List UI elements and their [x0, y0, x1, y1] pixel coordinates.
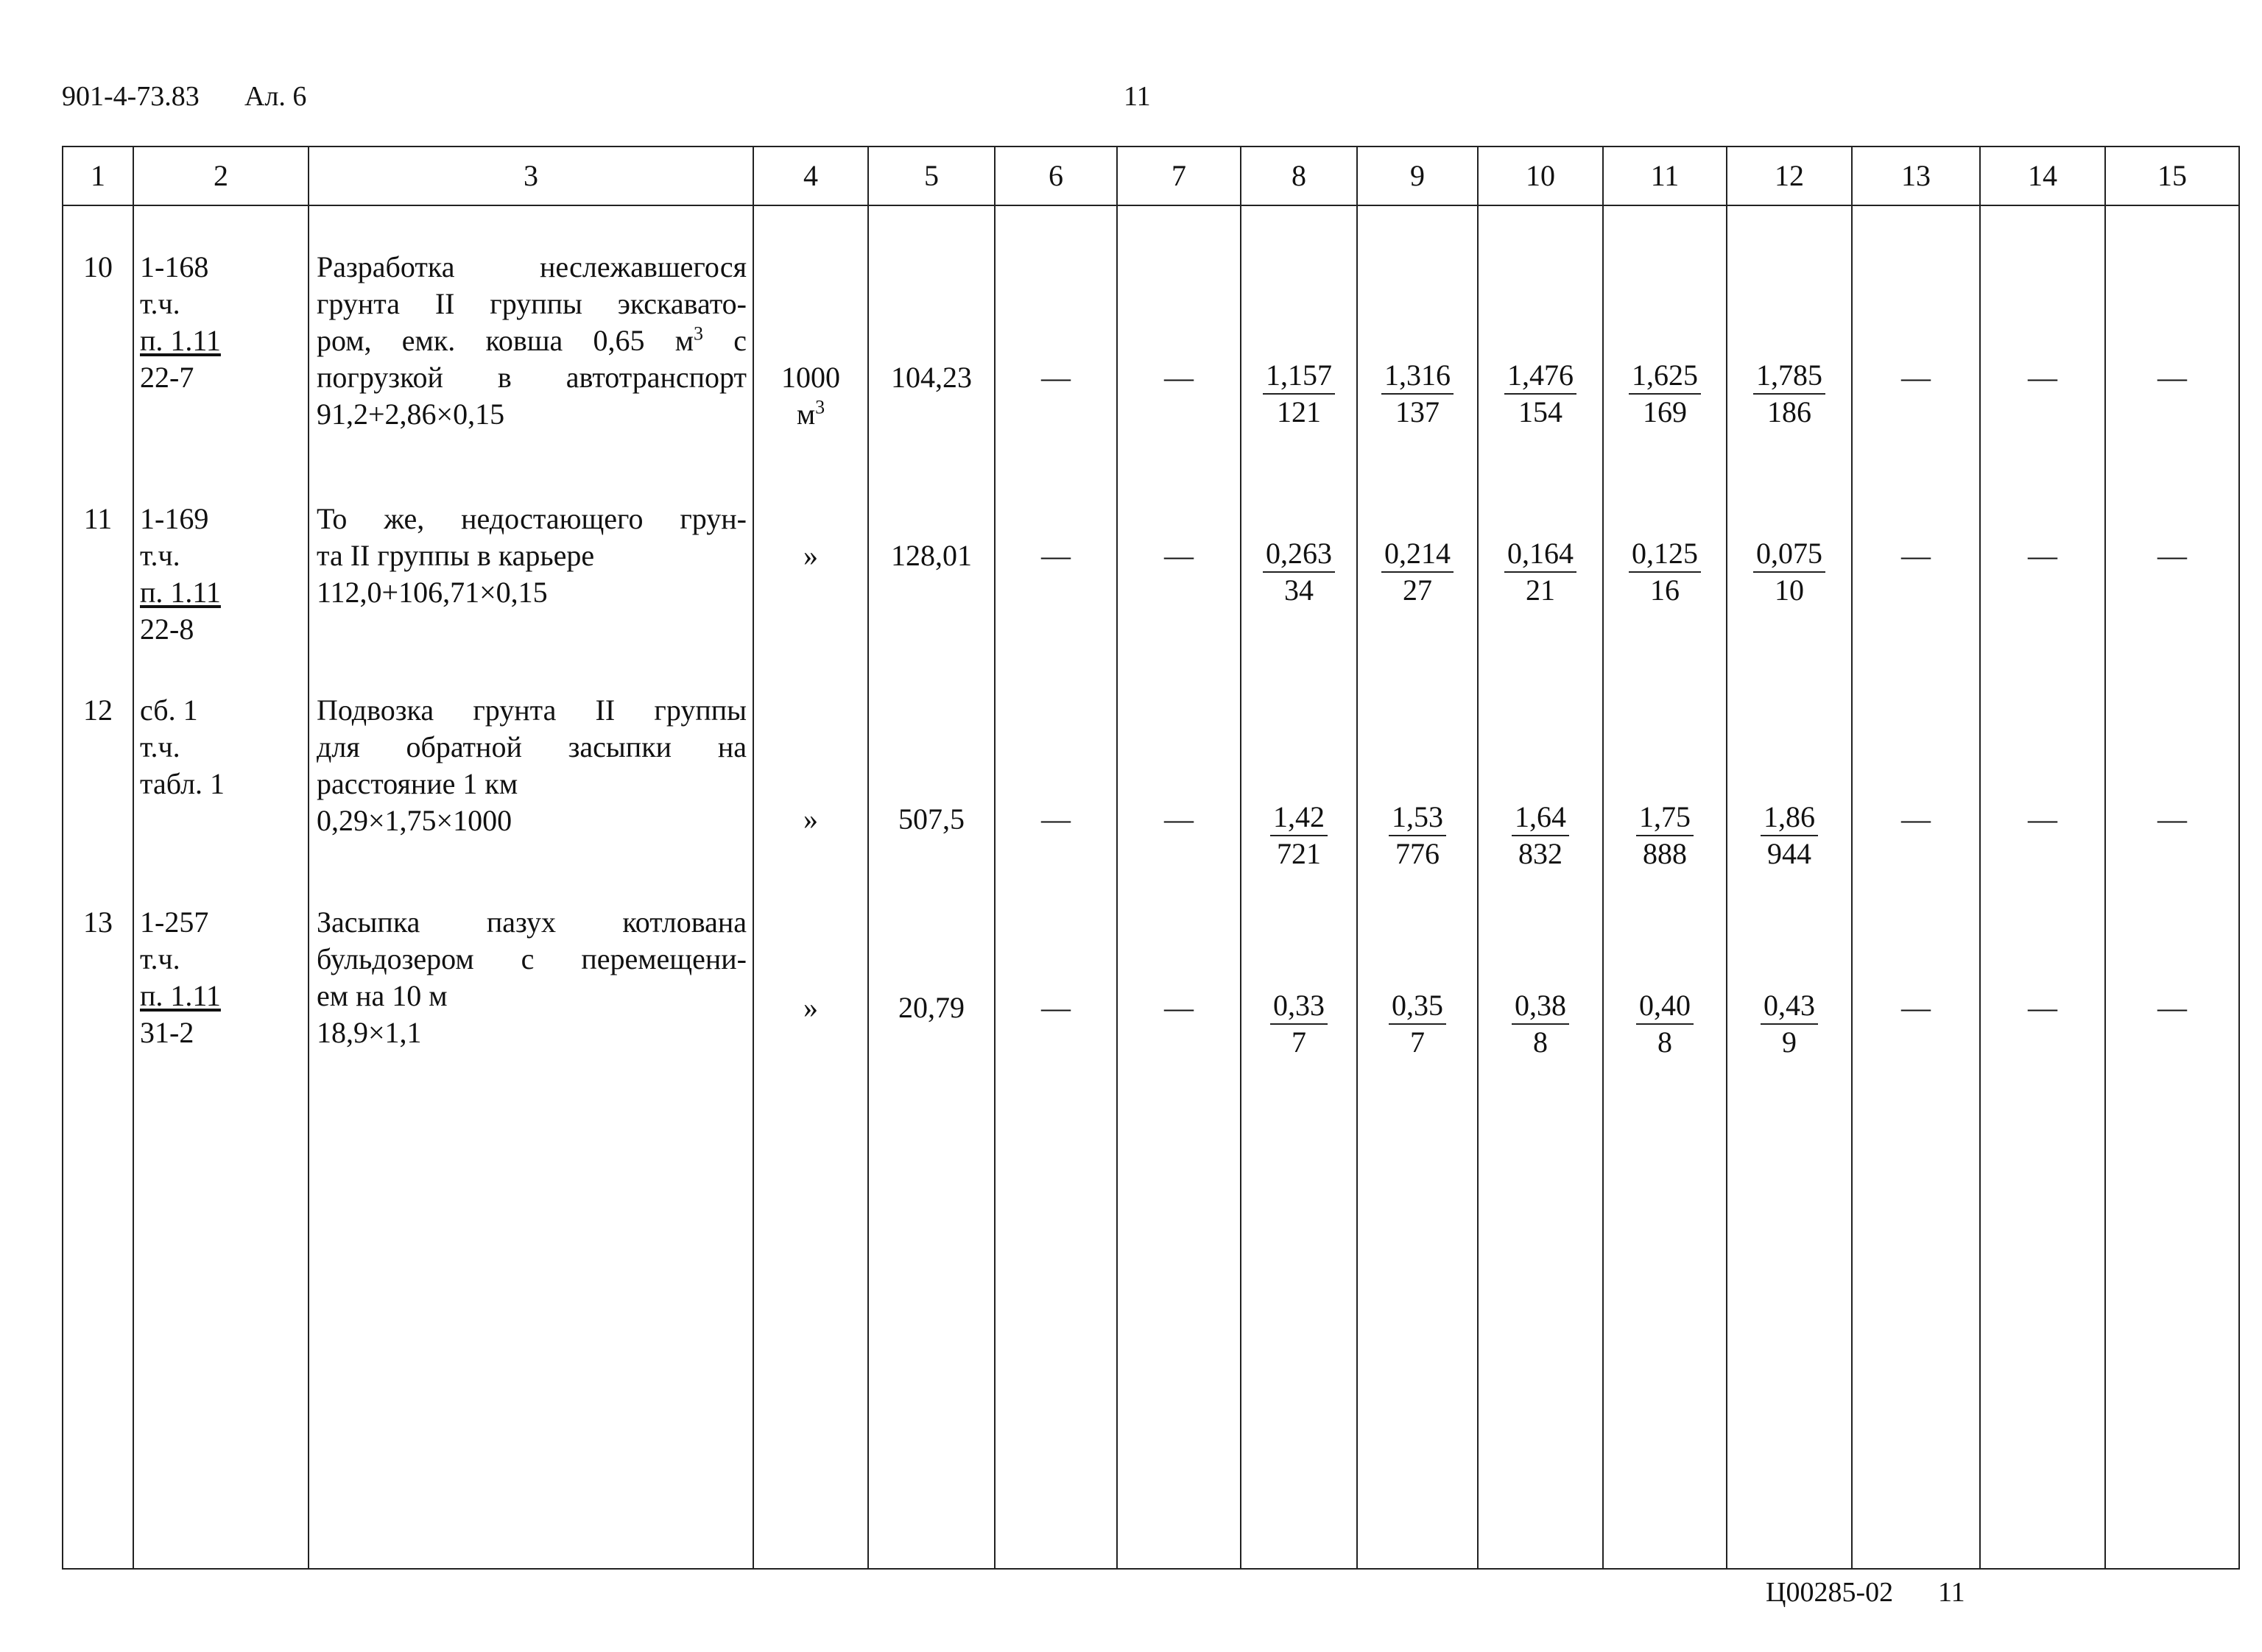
work-description: То же, недостающего грун- та II группы в карьере 112,0+106,71×0,15 [317, 502, 747, 609]
fraction-value: $\frac{0,263}{34}$ [1263, 536, 1335, 608]
row-number: 13 [83, 906, 113, 939]
fraction-value: $\frac{1,476}{154}$ [1504, 358, 1576, 430]
footer-code: Ц00285-02 [1766, 1577, 1894, 1608]
fraction-value: $\frac{0,164}{21}$ [1504, 536, 1576, 608]
dash: — [1041, 802, 1071, 836]
dash: — [2028, 991, 2057, 1024]
col-header-3: 3 [309, 147, 753, 205]
dash: — [1164, 539, 1194, 572]
dash: — [1164, 361, 1194, 394]
unit-of-measure: » [803, 991, 818, 1024]
dash: — [1901, 361, 1931, 394]
dash: — [1901, 991, 1931, 1024]
dash: — [1164, 991, 1194, 1024]
column-number-row [63, 147, 2239, 205]
fraction-value: $\frac{1,64}{832}$ [1512, 799, 1569, 872]
document-code: 901-4-73.83 [62, 81, 200, 112]
col-header-13: 13 [1852, 147, 1980, 205]
dash: — [2028, 539, 2057, 572]
fraction-value: $\frac{0,075}{10}$ [1753, 536, 1825, 608]
dash: — [2157, 539, 2187, 572]
fraction-value: $\frac{1,75}{888}$ [1636, 799, 1694, 872]
fraction-value: $\frac{0,33}{7}$ [1270, 988, 1328, 1060]
row-number: 10 [83, 250, 113, 283]
fraction-value: $\frac{0,43}{9}$ [1761, 988, 1818, 1060]
estimate-table [62, 146, 2238, 1568]
col-header-12: 12 [1727, 147, 1852, 205]
work-description: Засыпка пазух котлована бульдозером с перемещени- ем на 10 м 18,9×1,1 [317, 906, 747, 1049]
unit-price: 128,01 [891, 539, 972, 572]
footer-page-number: 11 [1938, 1577, 1965, 1608]
fraction-value: $\frac{0,38}{8}$ [1512, 988, 1569, 1060]
col-header-6: 6 [995, 147, 1117, 205]
unit-of-measure: 1000 $м^3$ [781, 361, 840, 431]
dash: — [2028, 361, 2057, 394]
work-description: Подвозка грунта II группы для обратной засыпки на расстояние 1 км 0,29×1,75×1000 [317, 693, 747, 837]
unit-of-measure: » [803, 802, 818, 836]
col-header-2: 2 [133, 147, 309, 205]
dash: — [1164, 802, 1194, 836]
dash: — [1901, 539, 1931, 572]
fraction-value: $\frac{1,316}{137}$ [1381, 358, 1454, 430]
row-number: 12 [83, 693, 113, 727]
norm-code: сб. 1 т.ч. табл. 1 [140, 693, 225, 800]
col-header-11: 11 [1603, 147, 1727, 205]
fraction-value: $\frac{0,214}{27}$ [1381, 536, 1454, 608]
unit-of-measure: » [803, 539, 818, 572]
dash: — [1041, 991, 1071, 1024]
fraction-value: $\frac{1,625}{169}$ [1629, 358, 1701, 430]
unit-price: 104,23 [891, 361, 972, 394]
col-header-4: 4 [753, 147, 868, 205]
col-header-5: 5 [868, 147, 995, 205]
work-description: Разработка неслежавшегося грунта II группы экскавато- ром, емк. ковша 0,65 $м^3$ с погрузкой в автотранспорт 91,2+2,86×0,15 [317, 250, 747, 431]
col-header-7: 7 [1117, 147, 1241, 205]
dash: — [2028, 802, 2057, 836]
fraction-value: $\frac{0,40}{8}$ [1636, 988, 1694, 1060]
dash: — [2157, 361, 2187, 394]
dash: — [1041, 539, 1071, 572]
dash: — [2157, 991, 2187, 1024]
col-header-15: 15 [2105, 147, 2239, 205]
col-header-1: 1 [63, 147, 133, 205]
fraction-value: $\frac{0,125}{16}$ [1629, 536, 1701, 608]
col-header-10: 10 [1478, 147, 1603, 205]
fraction-value: $\frac{0,35}{7}$ [1389, 988, 1446, 1060]
dash: — [1041, 361, 1071, 394]
dash: — [2157, 802, 2187, 836]
col-header-8: 8 [1241, 147, 1357, 205]
col-header-9: 9 [1357, 147, 1478, 205]
row-number: 11 [83, 502, 113, 535]
table-body [63, 205, 2239, 1569]
fraction-value: $\frac{1,785}{186}$ [1753, 358, 1825, 430]
col-header-14: 14 [1980, 147, 2105, 205]
norm-code: 1-168 т.ч. п. 1.11 22-7 [140, 250, 221, 394]
fraction-value: $\frac{1,53}{776}$ [1389, 799, 1446, 872]
sheet-number: Ал. 6 [244, 81, 307, 112]
norm-code: 1-169 т.ч. п. 1.11 22-8 [140, 502, 221, 646]
dash: — [1901, 802, 1931, 836]
page-number: 11 [1124, 81, 1151, 112]
fraction-value: $\frac{1,86}{944}$ [1761, 799, 1818, 872]
fraction-value: $\frac{1,42}{721}$ [1270, 799, 1328, 872]
norm-code: 1-257 т.ч. п. 1.11 31-2 [140, 906, 221, 1049]
unit-price: 507,5 [898, 802, 965, 836]
unit-price: 20,79 [898, 991, 965, 1024]
fraction-value: $\frac{1,157}{121}$ [1263, 358, 1335, 430]
